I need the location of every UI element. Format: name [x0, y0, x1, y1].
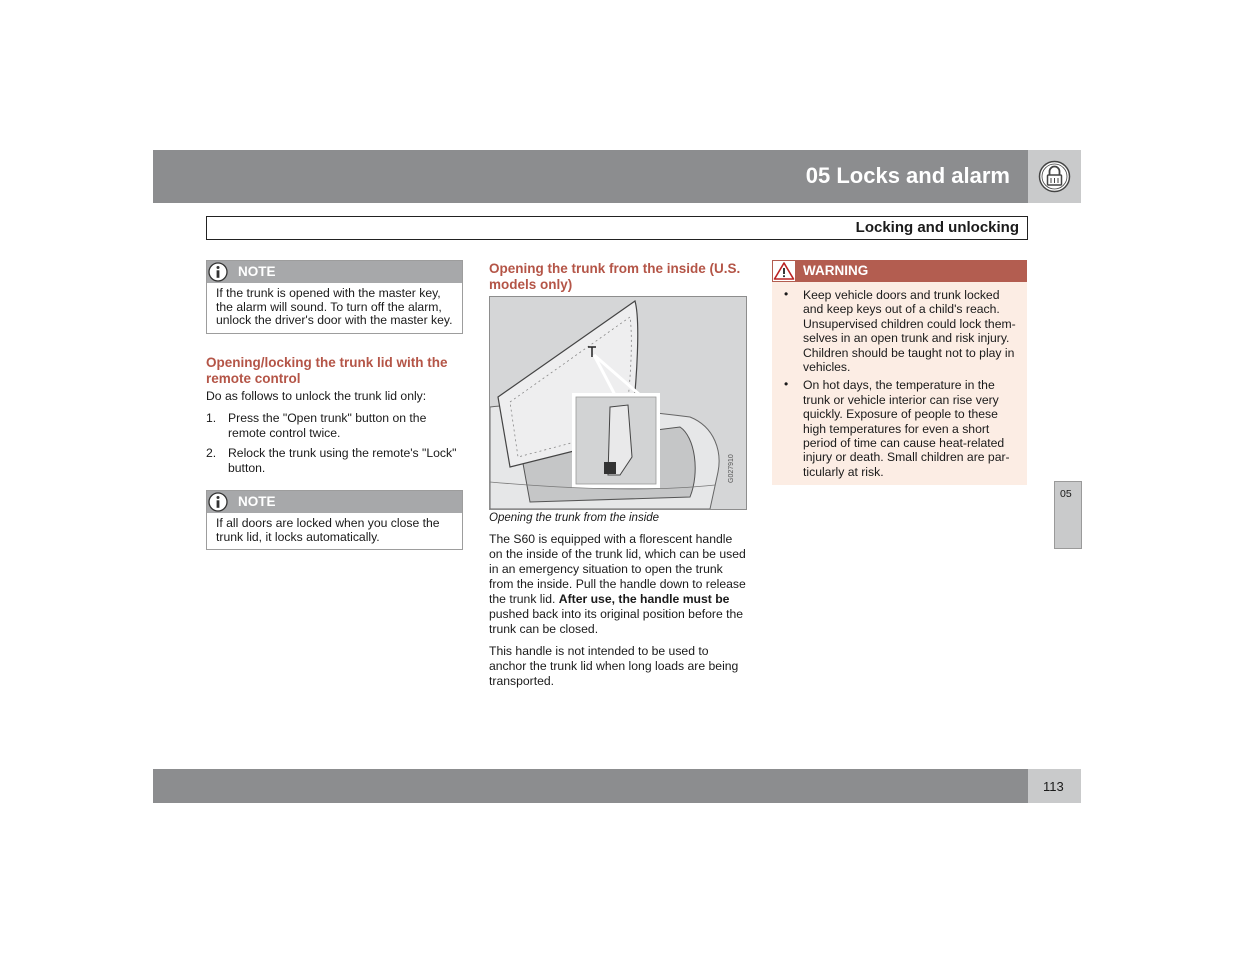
- trunk-drawing: [490, 297, 746, 509]
- footer-band: [153, 769, 1028, 803]
- warning-item: • Keep vehicle doors and trunk locked and keep keys out of a child's reach. Unsupervised children could lock them- selves in an open trunk and risk injury. Children should be taught not to play in vehicles.: [784, 287, 1016, 375]
- note-label: NOTE: [238, 264, 276, 279]
- page-number-box: [1028, 769, 1081, 803]
- chapter-side-tab: [1054, 481, 1082, 549]
- remote-intro: Do as follows to unlock the trunk lid only:: [206, 389, 427, 403]
- note-text: If all doors are locked when you close the trunk lid, it locks automatically.: [216, 516, 440, 544]
- note-text: If the trunk is opened with the master key, the alarm will sound. To turn off the alarm, unlock the driver's door with the master key.: [216, 286, 453, 327]
- side-tab-label: 05: [1060, 488, 1072, 500]
- warning-list: [772, 282, 1027, 479]
- figure-caption: Opening the trunk from the inside: [489, 512, 660, 524]
- figure-code: G027910: [728, 454, 735, 483]
- inside-heading: Opening the trunk from the inside (U.S. models only): [489, 261, 741, 292]
- inside-paragraph-1: The S60 is equipped with a florescent handle on the inside of the trunk lid, which can be used in an emergency situation to open the trunk from the inside. Pull the handle down to release the trunk lid. After use, the handle must be pushed back into its original position before the trunk can be closed.: [489, 532, 746, 636]
- note-box-master-key: [206, 260, 463, 334]
- note-header: [207, 261, 462, 283]
- warning-box: [772, 260, 1027, 485]
- page-number: 113: [1043, 779, 1064, 794]
- warning-triangle-icon: [773, 261, 795, 281]
- note-box-auto-lock: [206, 490, 463, 550]
- chapter-title: 05 Locks and alarm: [805, 163, 1010, 188]
- remote-heading: Opening/locking the trunk lid with the remote control: [206, 355, 448, 386]
- chapter-header-band: [153, 150, 1028, 203]
- section-title: Locking and unlocking: [855, 219, 1019, 236]
- note-header: [207, 491, 462, 513]
- remote-steps: [206, 411, 468, 481]
- info-icon: [208, 492, 228, 512]
- warning-label: WARNING: [803, 263, 869, 278]
- inside-paragraph-2: This handle is not intended to be used to anchor the trunk lid when long loads are being transported.: [489, 644, 739, 688]
- lock-icon: [1038, 160, 1071, 193]
- step-1: 1. Press the "Open trunk" button on the remote control twice.: [206, 411, 427, 440]
- trunk-illustration: [489, 296, 747, 510]
- info-icon: [208, 262, 228, 282]
- handle-warning-bold: After use, the handle must be: [558, 592, 730, 606]
- note-label: NOTE: [238, 494, 276, 509]
- chapter-icon-box: [1028, 150, 1081, 203]
- step-2: 2. Relock the trunk using the remote's "Lock" button.: [206, 446, 457, 475]
- warning-header: [772, 260, 1027, 282]
- warning-item: • On hot days, the temperature in the trunk or vehicle interior can rise very quickly. Exposure of people to these high temperatures for even a short period of time can cause heat-related injury or death. Small children are par- ticularly at risk.: [784, 377, 1010, 479]
- section-bar: [206, 216, 1028, 240]
